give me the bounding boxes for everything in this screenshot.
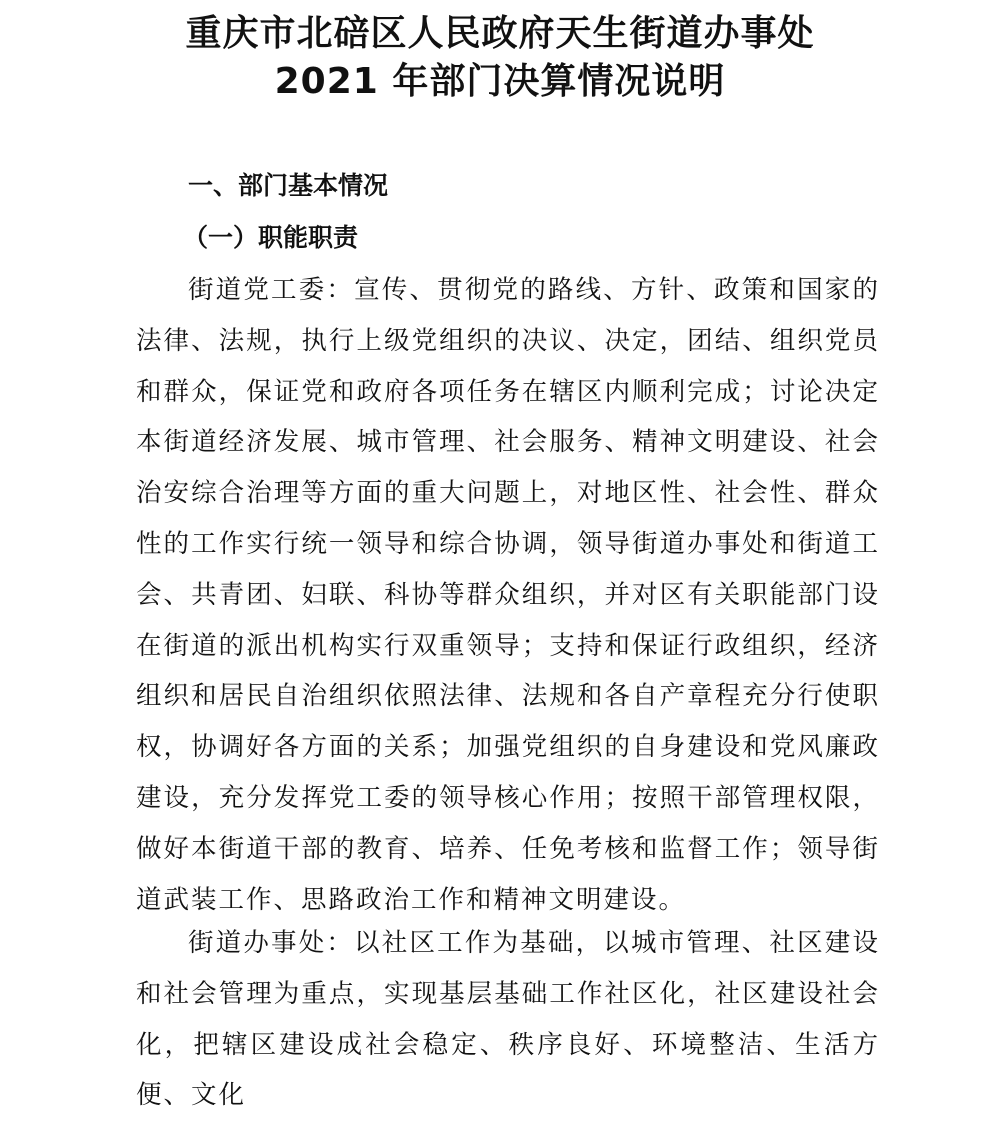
paragraph-party-committee: 街道党工委：宣传、贯彻党的路线、方针、政策和国家的法律、法规，执行上级党组织的决议、决定，团结、组织党员和群众，保证党和政府各项任务在辖区内顺利完成；讨论决定本街道经济发展、城市管理、社会服务、精神文明建设、社会治安综合治理等方面的重大问题上，对地区性、社会性、群众性的工作实行统一领导和综合协调，领导街道办事处和街道工会、共青团、妇联、科协等群众组织，并对区有关职能部门设在街道的派出机构实行双重领导；支持和保证行政组织，经济组织和居民自治组织依照法律、法规和各自产章程充分行使职权，协调好各方面的关系；加强党组织的自身建设和党风廉政建设，充分发挥党工委的领导核心作用；按照干部管理权限，做好本街道干部的教育、培养、任免考核和监督工作；领导街道武装工作、思路政治工作和精神文明建设。 bbox=[136, 275, 880, 915]
document-title-line1: 重庆市北碚区人民政府天生街道办事处 bbox=[185, 13, 815, 54]
subsection-heading-functions: （一）职能职责 bbox=[183, 223, 359, 252]
paragraph-street-office: 街道办事处：以社区工作为基础，以城市管理、社区建设和社会管理为重点，实现基层基础工作社区化，社区建设社会化，把辖区建设成社会稳定、秩序良好、环境整洁、生活方便、文化 bbox=[136, 928, 880, 1111]
section-heading-basic-info: 一、部门基本情况 bbox=[188, 171, 389, 200]
document-title-line2: 2021 年部门决算情况说明 bbox=[274, 61, 726, 102]
